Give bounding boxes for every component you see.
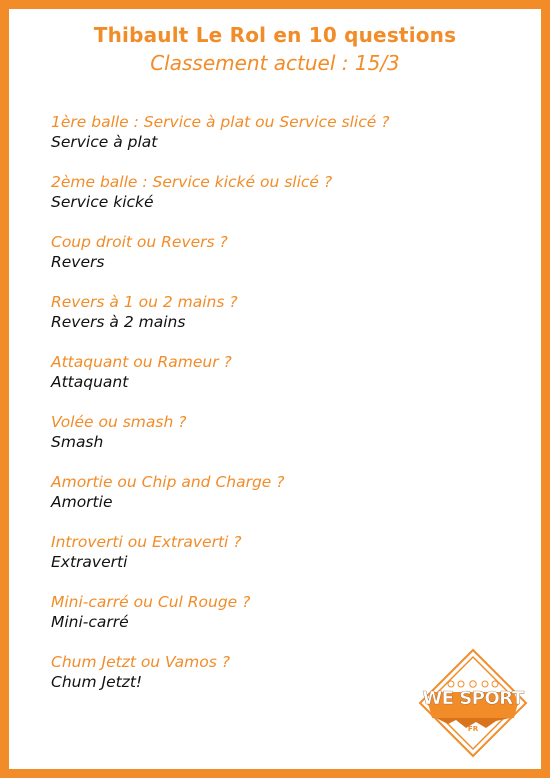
answer-text: Service kické (51, 193, 154, 211)
qa-item (51, 292, 471, 352)
qa-item (51, 472, 471, 532)
question-text: Attaquant ou Rameur ? (51, 353, 232, 371)
question-text: 1ère balle : Service à plat ou Service slicé ? (51, 113, 390, 131)
question-text: Chum Jetzt ou Vamos ? (51, 653, 230, 671)
question-text: Mini-carré ou Cul Rouge ? (51, 593, 251, 611)
we-sport-logo (418, 648, 528, 758)
question-text: Volée ou smash ? (51, 413, 187, 431)
answer-text: Attaquant (51, 373, 129, 391)
page-title: Thibault Le Rol en 10 questions (93, 23, 457, 47)
qa-list (51, 112, 471, 712)
answer-text: Chum Jetzt! (51, 673, 143, 691)
answer-text: Extraverti (51, 553, 128, 571)
logo-subtext: FR (467, 725, 479, 733)
answer-text: Mini-carré (51, 613, 129, 631)
logo-text: WE SPORT (422, 688, 524, 709)
question-text: Introverti ou Extraverti ? (51, 533, 242, 551)
question-text: Revers à 1 ou 2 mains ? (51, 293, 238, 311)
qa-item (51, 652, 471, 712)
question-text: Coup droit ou Revers ? (51, 233, 228, 251)
answer-text: Revers (51, 253, 105, 271)
qa-item (51, 532, 471, 592)
qa-item (51, 592, 471, 652)
qa-item (51, 172, 471, 232)
answer-text: Revers à 2 mains (51, 313, 186, 331)
qa-item (51, 232, 471, 292)
qa-item (51, 412, 471, 472)
qa-item (51, 112, 471, 172)
answer-text: Smash (51, 433, 104, 451)
question-text: 2ème balle : Service kické ou slicé ? (51, 173, 333, 191)
answer-text: Service à plat (51, 133, 158, 151)
qa-item (51, 352, 471, 412)
answer-text: Amortie (51, 493, 113, 511)
page-subtitle: Classement actuel : 15/3 (150, 51, 400, 75)
question-text: Amortie ou Chip and Charge ? (51, 473, 285, 491)
